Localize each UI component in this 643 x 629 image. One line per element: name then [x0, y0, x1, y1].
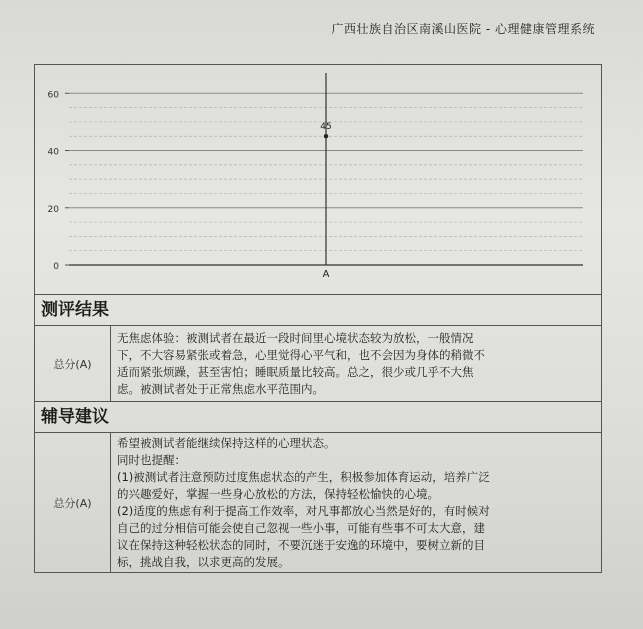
advice-row — [35, 433, 601, 572]
advice-line: 议在保持这种轻松状态的同时，不要沉迷于安逸的环境中，要树立新的目 — [117, 538, 485, 552]
y-tick-label: 40 — [47, 147, 59, 158]
advice-line: 同时也提醒： — [117, 453, 186, 467]
data-point — [324, 134, 328, 138]
result-section-heading: 测评结果 — [35, 295, 601, 326]
advice-text — [117, 435, 591, 571]
score-chart-svg — [35, 65, 601, 293]
advice-section-heading: 辅导建议 — [35, 402, 601, 433]
result-line: 适而紧张烦躁，甚至害怕；睡眠质量比较高。总之，很少或几乎不大焦 — [117, 365, 474, 379]
result-score-label: 总分(A) — [35, 326, 111, 401]
result-line: 虑。被测试者处于正常焦虑水平范围内。 — [117, 382, 324, 396]
advice-score-label: 总分(A) — [35, 433, 111, 572]
result-row — [35, 326, 601, 402]
score-chart — [35, 65, 601, 295]
advice-line: (1)被测试者注意预防过度焦虑状态的产生，积极参加体育运动，培养广泛 — [117, 470, 490, 484]
report-header-title: 广西壮族自治区南溪山医院 - 心理健康管理系统 — [331, 22, 595, 36]
advice-line: 标，挑战自我，以求更高的发展。 — [117, 555, 290, 569]
result-line: 无焦虑体验：被测试者在最近一段时间里心境状态较为放松，一般情况 — [117, 331, 474, 345]
result-line: 下，不大容易紧张或着急，心里觉得心平气和，也不会因为身体的稍微不 — [117, 348, 485, 362]
advice-line: 希望被测试者能继续保持这样的心理状态。 — [117, 436, 336, 450]
x-tick-label: A — [322, 269, 330, 280]
advice-line: (2)适度的焦虑有利于提高工作效率，对凡事都放心当然是好的，有时候对 — [117, 504, 490, 518]
y-tick-label: 20 — [47, 204, 59, 215]
report-frame — [34, 64, 602, 573]
data-label: 45 — [320, 122, 332, 133]
y-tick-label: 60 — [47, 90, 59, 101]
y-tick-label: 0 — [53, 262, 59, 272]
advice-line: 自己的过分相信可能会使自己忽视一些小事，可能有些事不可太大意，建 — [117, 521, 485, 535]
advice-line: 的兴趣爱好，掌握一些身心放松的方法，保持轻松愉快的心境。 — [117, 487, 439, 501]
result-text — [117, 330, 591, 398]
